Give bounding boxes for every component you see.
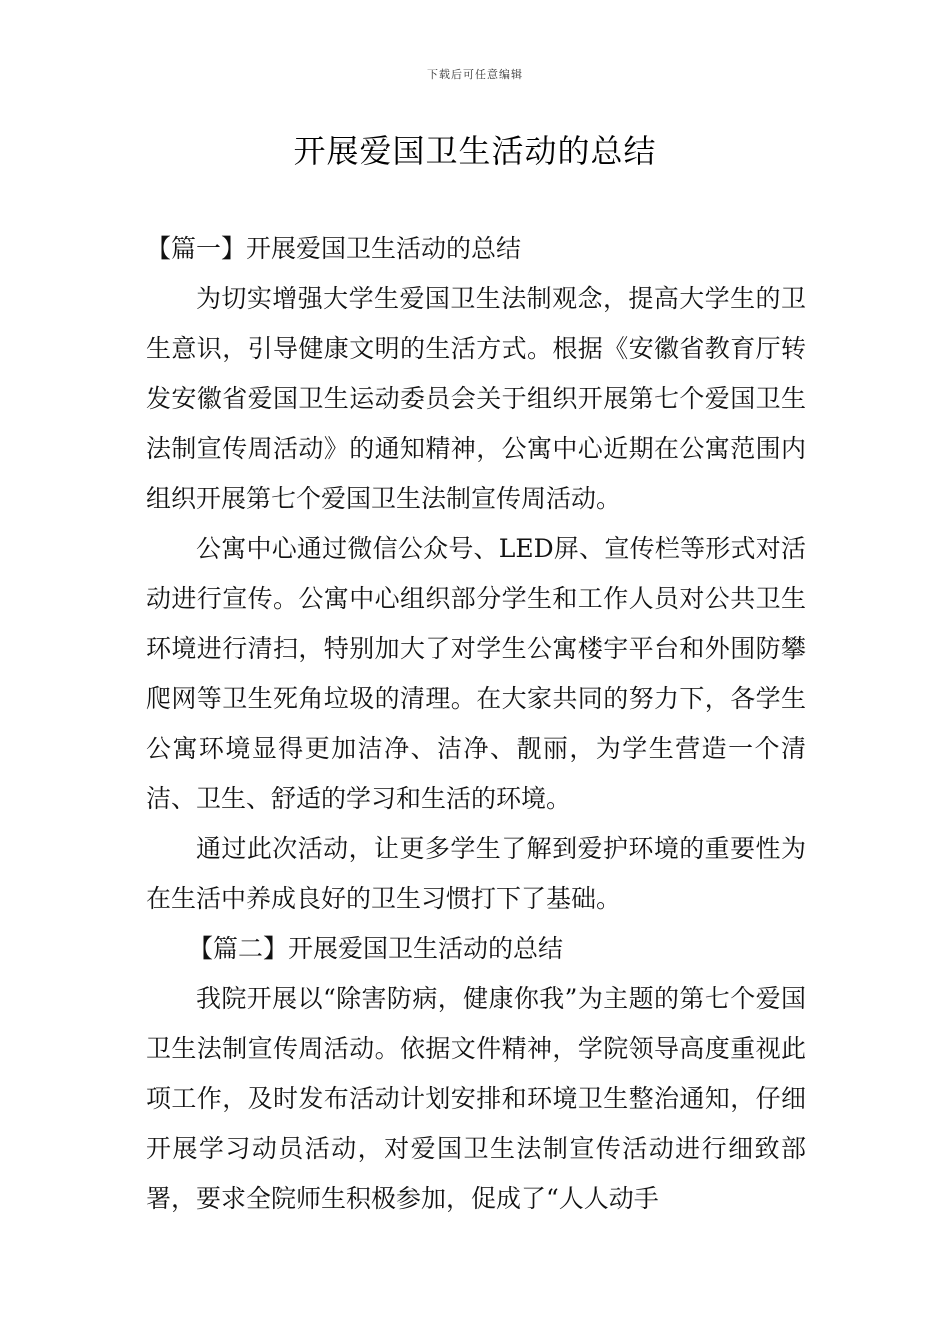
header-note: 下载后可任意编辑: [427, 68, 523, 81]
paragraph: 我院开展以“除害防病，健康你我”为主题的第七个爱国卫生法制宣传周活动。依据文件精神，学院领导高度重视此项工作，及时发布活动计划安排和环境卫生整治通知，仔细开展学习动员活动，对爱国卫生法制宣传活动进行细致部署，要求全院师生积极参加，促成了“人人动手: [146, 984, 806, 1213]
document-body: [146, 224, 806, 1224]
document-title: 开展爱国卫生活动的总结: [293, 132, 657, 170]
paragraph: 通过此次活动，让更多学生了解到爱护环境的重要性为在生活中养成良好的卫生习惯打下了基础。: [146, 834, 806, 913]
section-heading-1: 【篇一】开展爱国卫生活动的总结: [146, 234, 522, 263]
paragraph: 为切实增强大学生爱国卫生法制观念，提高大学生的卫生意识，引导健康文明的生活方式。根据《安徽省教育厅转发安徽省爱国卫生运动委员会关于组织开展第七个爱国卫生法制宣传周活动》的通知精神，公寓中心近期在公寓范围内组织开展第七个爱国卫生法制宣传周活动。: [146, 284, 806, 513]
paragraph: 公寓中心通过微信公众号、LED屏、宣传栏等形式对活动进行宣传。公寓中心组织部分学生和工作人员对公共卫生环境进行清扫，特别加大了对学生公寓楼宇平台和外围防攀爬网等卫生死角垃圾的清理。在大家共同的努力下，各学生公寓环境显得更加洁净、洁净、靓丽，为学生营造一个清洁、卫生、舒适的学习和生活的环境。: [146, 534, 806, 813]
section-heading-2: 【篇二】开展爱国卫生活动的总结: [188, 934, 564, 963]
